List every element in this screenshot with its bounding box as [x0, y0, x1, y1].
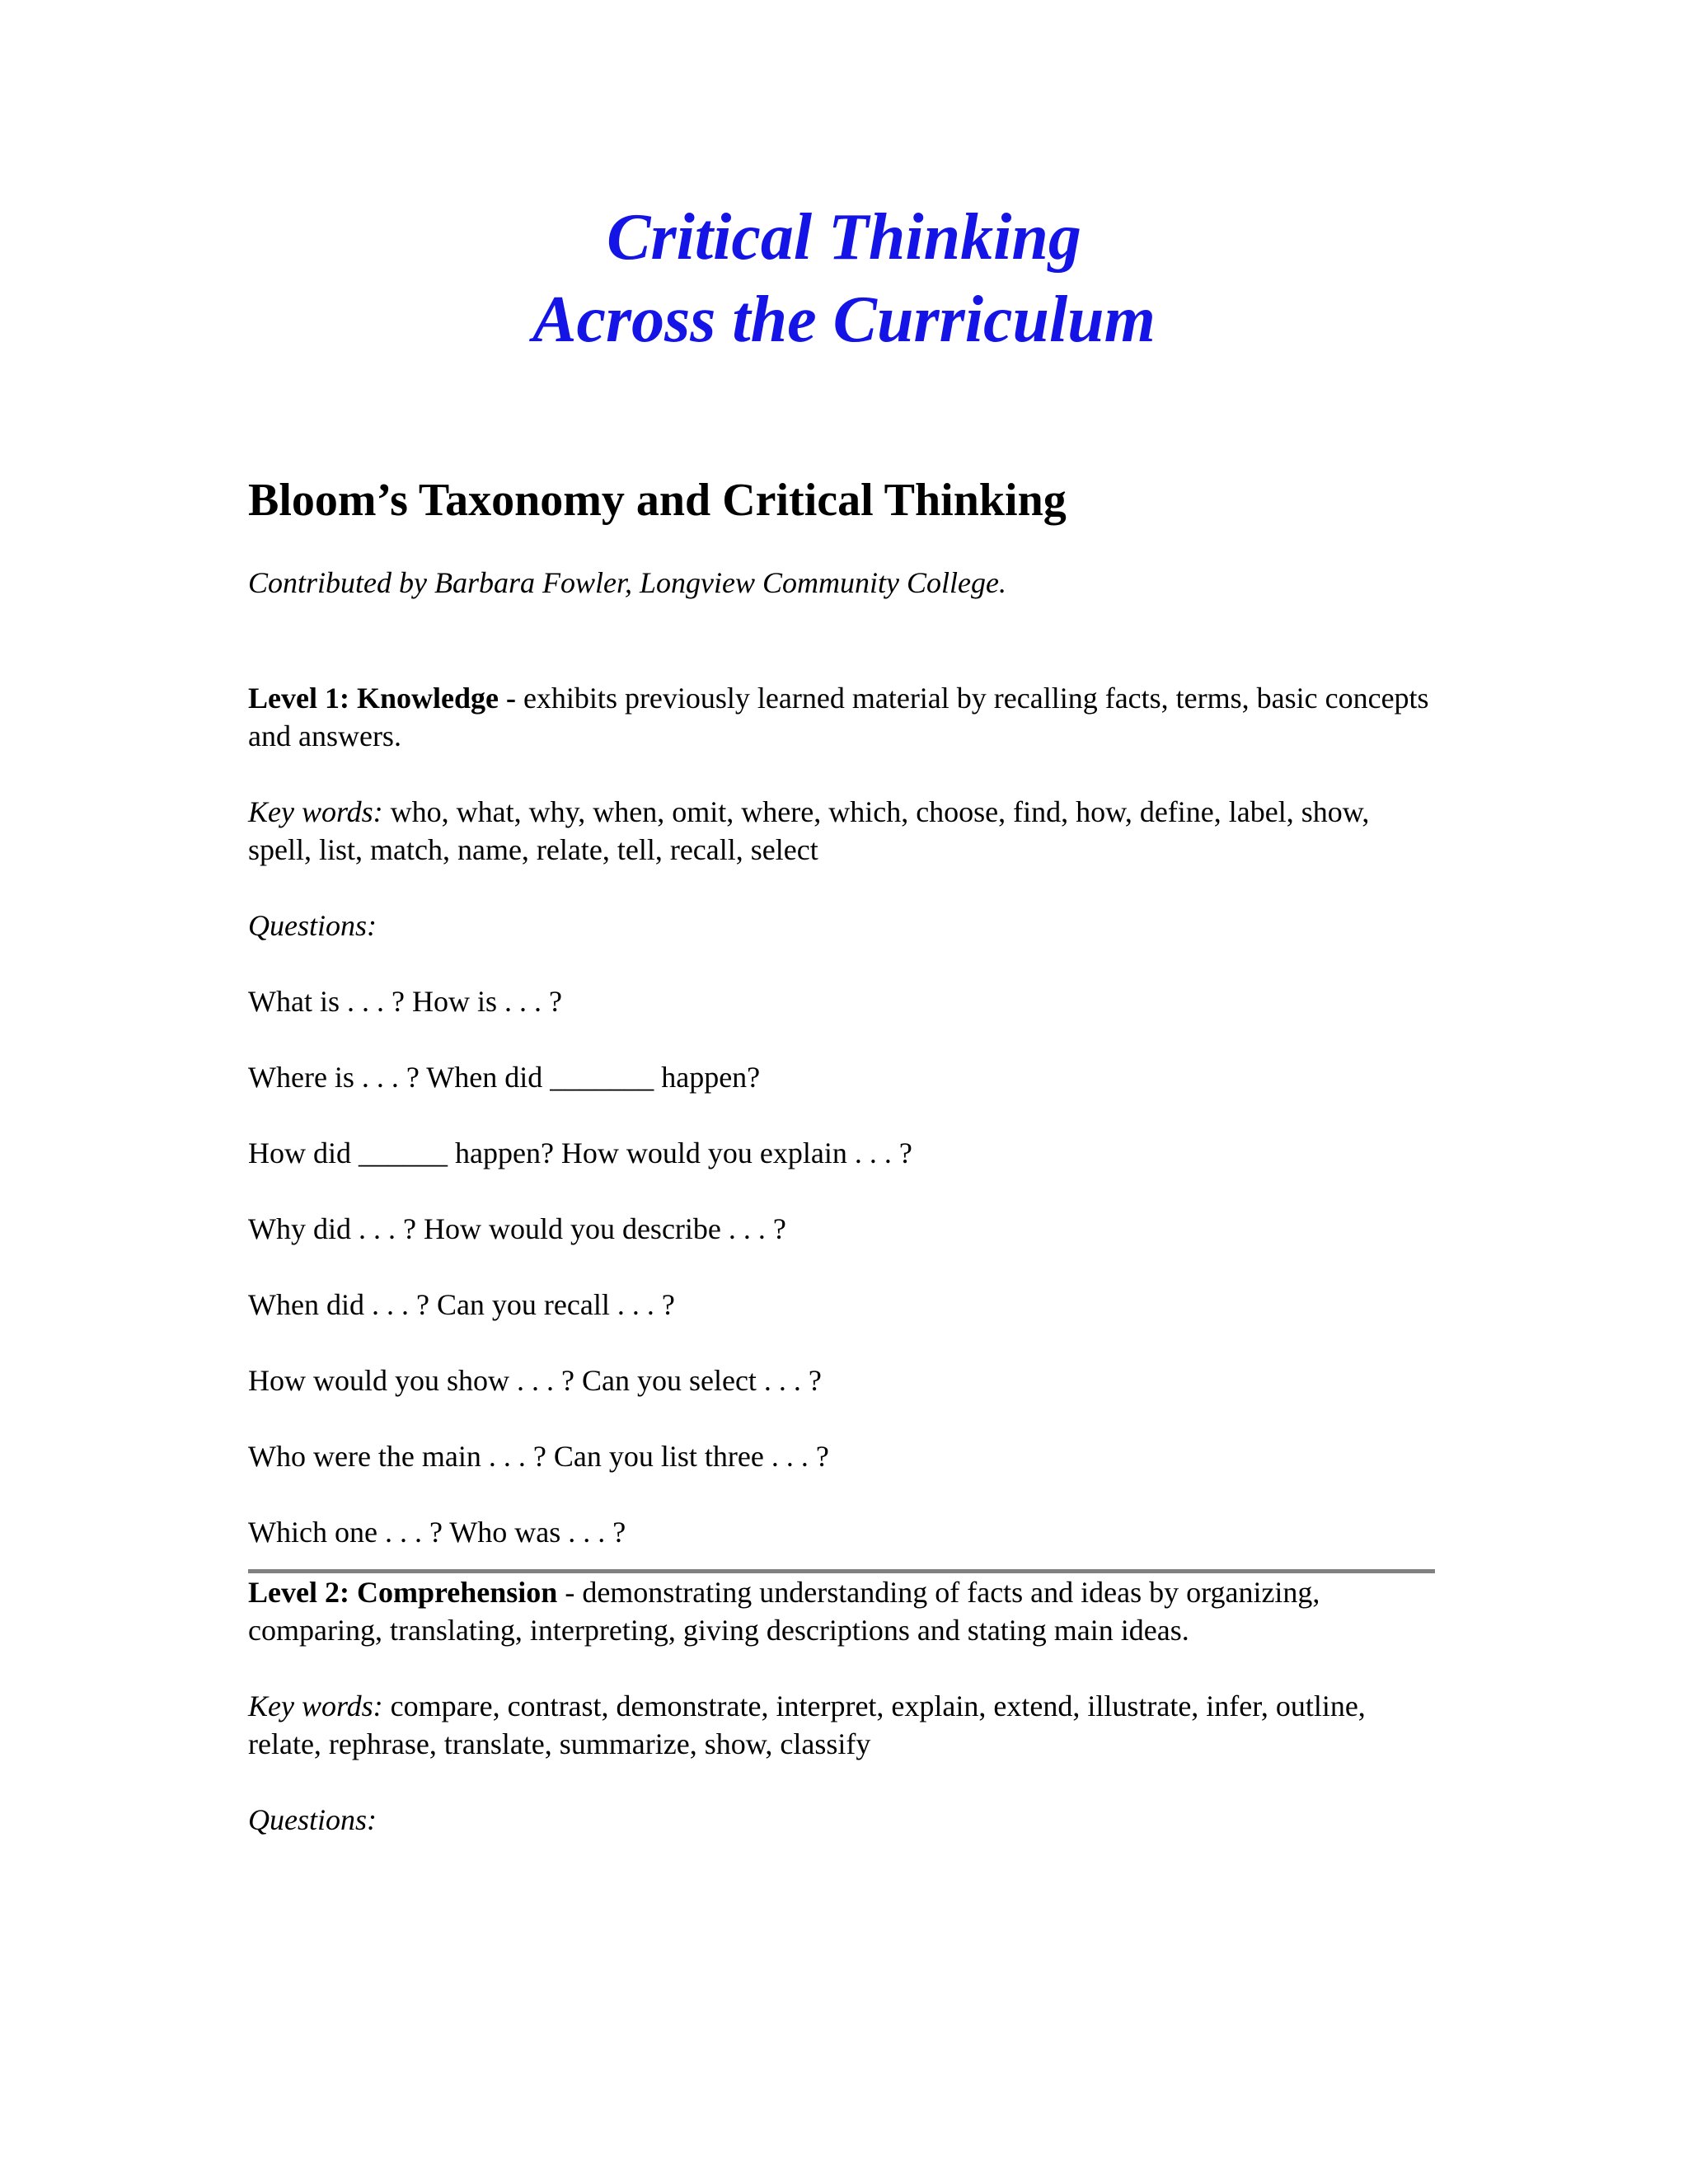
document-title [0, 196, 1688, 361]
level-1-description: exhibits previously learned material by recalling facts, terms, basic concepts and answers. [248, 682, 1429, 752]
level-1-keywords-label: Key words: [248, 795, 383, 828]
document-title-line-1: Critical Thinking [607, 201, 1081, 274]
byline: Contributed by Barbara Fowler, Longview Community College. [248, 566, 1006, 599]
level-2-title: Level 2: Comprehension [248, 1576, 558, 1609]
question-item: Where is . . . ? When did _______ happen? [248, 1061, 761, 1094]
level-1-keywords-text: who, what, why, when, omit, where, which, choose, find, how, define, label, show, spell, list, match, name, relate, tell, recall, select [248, 795, 1370, 866]
level-2-keywords [248, 1687, 1435, 1763]
level-2-intro [248, 1573, 1435, 1649]
level-2-description: - demonstrating understanding of facts and ideas by organizing, comparing, translating, interpreting, giving descriptions and stating main ideas. [248, 1576, 1320, 1647]
question-item: When did . . . ? Can you recall . . . ? [248, 1288, 675, 1321]
level-1-intro [248, 679, 1435, 755]
document-body [248, 471, 1435, 1839]
level-2-keywords-label: Key words: [248, 1690, 383, 1722]
question-item: What is . . . ? How is . . . ? [248, 985, 562, 1018]
question-item: Why did . . . ? How would you describe . . . ? [248, 1212, 786, 1245]
level-1-title: Level 1: Knowledge - [248, 682, 516, 715]
question-item: How would you show . . . ? Can you select . . . ? [248, 1364, 822, 1397]
question-item: Who were the main . . . ? Can you list three . . . ? [248, 1440, 829, 1473]
level-2-questions-label: Questions: [248, 1803, 377, 1836]
level-1-questions-label: Questions: [248, 909, 377, 942]
question-item: How did ______ happen? How would you explain . . . ? [248, 1137, 912, 1169]
level-1-keywords [248, 793, 1435, 869]
level-2-keywords-text: compare, contrast, demonstrate, interpret, explain, extend, illustrate, infer, outline, relate, rephrase, translate, summarize, show, classify [248, 1690, 1366, 1760]
document-title-line-2: Across the Curriculum [532, 284, 1156, 356]
level-1-question-list [248, 982, 1435, 1551]
question-item: Which one . . . ? Who was . . . ? [248, 1516, 626, 1549]
section-heading: Bloom’s Taxonomy and Critical Thinking [248, 475, 1067, 526]
